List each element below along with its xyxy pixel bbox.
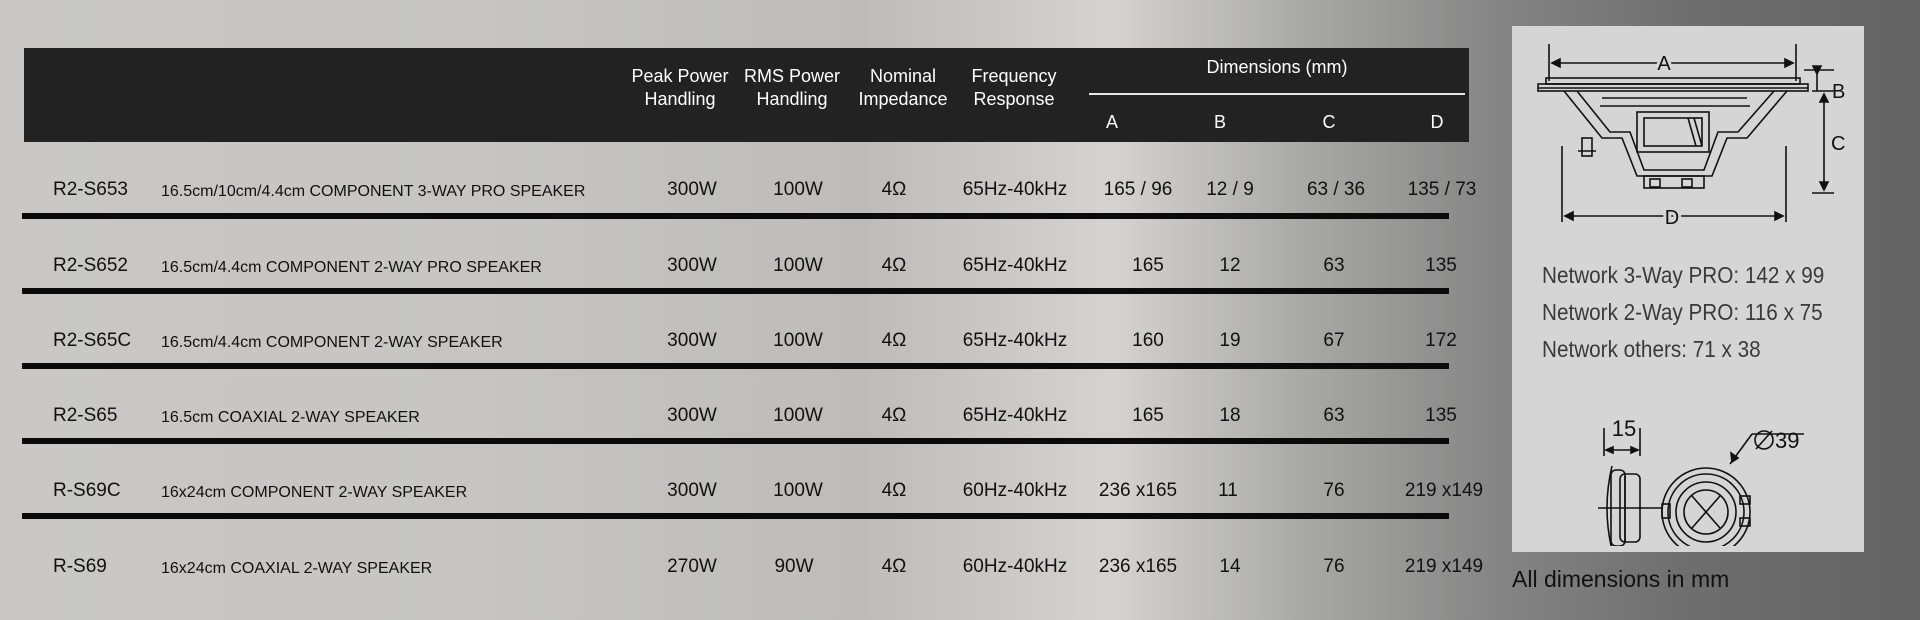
rms-power: 100W xyxy=(773,255,823,276)
rms-power: 100W xyxy=(773,480,823,501)
diagram-label-a: A xyxy=(1657,53,1671,75)
dim-b: 11 xyxy=(1218,480,1238,501)
impedance: 4Ω xyxy=(881,330,907,351)
header-impedance: Nominal Impedance xyxy=(858,66,948,109)
peak-power: 270W xyxy=(667,556,717,577)
network-diameter-label: 39 xyxy=(1775,428,1800,453)
rms-power: 100W xyxy=(773,330,823,351)
rms-power: 100W xyxy=(773,179,823,200)
header-rms-power: RMS Power Handling xyxy=(743,66,841,109)
impedance: 4Ω xyxy=(881,405,907,426)
dim-a: 165 xyxy=(1132,255,1164,276)
peak-power: 300W xyxy=(667,480,717,501)
dim-d: 219 x149 xyxy=(1404,556,1484,577)
network-3way-pro: Network 3-Way PRO: 142 x 99 xyxy=(1542,262,1825,288)
table-row xyxy=(0,311,1500,371)
dim-c: 76 xyxy=(1323,556,1345,577)
dim-b: 18 xyxy=(1219,405,1241,426)
impedance: 4Ω xyxy=(881,480,907,501)
network-diagram xyxy=(1512,396,1864,546)
header-dim-c: C xyxy=(1322,112,1336,132)
model-name: R2-S652 xyxy=(53,255,128,276)
network-others: Network others: 71 x 38 xyxy=(1542,336,1761,362)
frequency-response: 65Hz-40kHz xyxy=(962,179,1068,200)
network-2way-pro: Network 2-Way PRO: 116 x 75 xyxy=(1542,299,1823,325)
model-name: R-S69C xyxy=(53,480,121,501)
diagram-label-c: C xyxy=(1831,133,1846,155)
frequency-response: 65Hz-40kHz xyxy=(962,330,1068,351)
model-description: 16x24cm COMPONENT 2-WAY SPEAKER xyxy=(161,484,468,501)
peak-power: 300W xyxy=(667,179,717,200)
dim-a: 165 xyxy=(1132,405,1164,426)
dim-c: 76 xyxy=(1323,480,1345,501)
impedance: 4Ω xyxy=(881,556,907,577)
model-name: R2-S65 xyxy=(53,405,118,426)
dim-b: 12 xyxy=(1219,255,1241,276)
dimension-diagram-panel xyxy=(1512,26,1864,552)
row-divider xyxy=(22,438,1449,444)
speaker-side-diagram xyxy=(1512,26,1864,246)
row-divider xyxy=(22,213,1449,219)
table-row xyxy=(0,537,1500,597)
row-divider xyxy=(22,513,1449,519)
model-description: 16.5cm COAXIAL 2-WAY SPEAKER xyxy=(161,409,420,426)
header-frequency: Frequency Response xyxy=(971,66,1057,109)
dimensions-underline xyxy=(1089,93,1465,95)
model-name: R-S69 xyxy=(53,556,107,577)
model-description: 16x24cm COAXIAL 2-WAY SPEAKER xyxy=(161,560,433,577)
diagram-label-b: B xyxy=(1832,81,1846,103)
dimensions-footnote: All dimensions in mm xyxy=(1512,566,1730,592)
row-divider xyxy=(22,288,1449,294)
network-depth-label: 15 xyxy=(1611,416,1637,441)
dim-b: 14 xyxy=(1219,556,1241,577)
table-row xyxy=(0,386,1500,446)
dim-d: 135 xyxy=(1425,405,1457,426)
header-peak-power: Peak Power Handling xyxy=(631,66,729,109)
dim-a: 165 / 96 xyxy=(1103,179,1173,200)
impedance: 4Ω xyxy=(881,179,907,200)
dim-a: 236 x165 xyxy=(1098,480,1178,501)
impedance: 4Ω xyxy=(881,255,907,276)
table-row xyxy=(0,160,1500,220)
header-dimensions: Dimensions (mm) xyxy=(1206,57,1348,77)
frequency-response: 65Hz-40kHz xyxy=(962,405,1068,426)
model-description: 16.5cm/4.4cm COMPONENT 2-WAY SPEAKER xyxy=(161,334,503,351)
dim-d: 135 / 73 xyxy=(1407,179,1477,200)
frequency-response: 65Hz-40kHz xyxy=(962,255,1068,276)
model-name: R2-S653 xyxy=(53,179,128,200)
table-row xyxy=(0,461,1500,521)
dim-a: 236 x165 xyxy=(1098,556,1178,577)
rms-power: 90W xyxy=(774,556,814,577)
diagram-label-d: D xyxy=(1664,207,1680,229)
row-divider xyxy=(22,363,1449,369)
peak-power: 300W xyxy=(667,330,717,351)
peak-power: 300W xyxy=(667,405,717,426)
dim-d: 219 x149 xyxy=(1404,480,1484,501)
dim-c: 63 xyxy=(1323,405,1345,426)
dim-d: 172 xyxy=(1425,330,1457,351)
peak-power: 300W xyxy=(667,255,717,276)
frequency-response: 60Hz-40kHz xyxy=(962,556,1068,577)
dim-a: 160 xyxy=(1132,330,1164,351)
header-dim-a: A xyxy=(1105,112,1118,132)
rms-power: 100W xyxy=(773,405,823,426)
dim-c: 63 xyxy=(1323,255,1345,276)
dim-c: 67 xyxy=(1323,330,1345,351)
model-description: 16.5cm/10cm/4.4cm COMPONENT 3-WAY PRO SPEAKER xyxy=(161,183,586,200)
dim-c: 63 / 36 xyxy=(1306,179,1366,200)
dim-d: 135 xyxy=(1425,255,1457,276)
header-dim-d: D xyxy=(1430,112,1444,132)
dim-b: 12 / 9 xyxy=(1206,179,1254,200)
dim-b: 19 xyxy=(1219,330,1241,351)
model-name: R2-S65C xyxy=(53,330,132,351)
model-description: 16.5cm/4.4cm COMPONENT 2-WAY PRO SPEAKER xyxy=(161,259,542,276)
table-row xyxy=(0,236,1500,296)
header-dim-b: B xyxy=(1213,112,1226,132)
frequency-response: 60Hz-40kHz xyxy=(962,480,1068,501)
